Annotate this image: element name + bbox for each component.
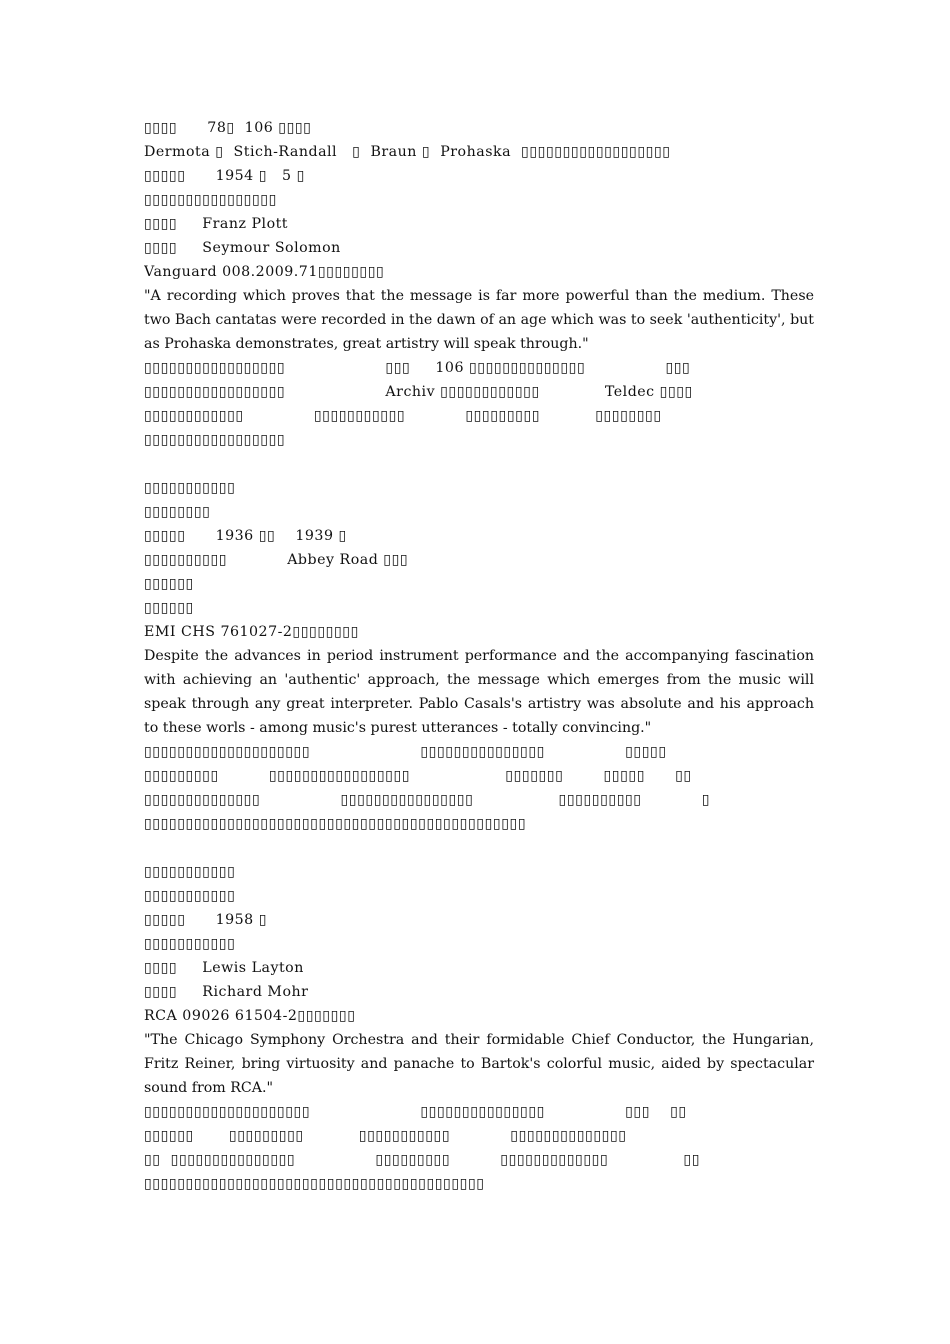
engineer-line: ▯▯▯▯ Franz Plott: [144, 216, 289, 232]
engineer-line: ▯▯▯▯▯▯: [144, 576, 194, 592]
work-title-line: ▯▯▯▯▯▯▯▯▯▯▯: [144, 864, 236, 880]
english-quote: "The Chicago Symphony Orchestra and their formidable Chief Conductor, the Hungarian, Fritz Reiner, bring virtuosity and panache to Bartok's colorful music, aided by spectacular sound from RCA.": [144, 1032, 814, 1096]
review-line: ▯▯▯▯▯▯▯▯▯▯▯▯▯▯▯▯▯ Archiv ▯▯▯▯▯▯▯▯▯▯▯▯ Teldec ▯▯▯▯: [144, 384, 693, 400]
english-quote: Despite the advances in period instrument performance and the accompanying fascination with achieving an 'authentic' approach, the message which emerges from the music will speak through any great interpreter. Pablo Casals's artistry was absolute and his approach to these worls - among music's purest utterances - totally convincing.": [144, 648, 814, 736]
work-title-line: ▯▯▯▯ 78▯ 106 ▯▯▯▯: [144, 120, 312, 136]
review-line: ▯▯▯▯▯▯▯▯▯▯▯▯▯▯▯▯▯: [144, 432, 286, 448]
english-quote: "A recording which proves that the message is far more powerful than the medium. These two Bach cantatas were recorded in the dawn of an age which was to seek 'authenticity', but as Prohaska demonstrates, great artistry will speak through.": [144, 288, 814, 352]
review-line: ▯▯▯▯▯▯▯▯▯▯▯▯▯▯▯▯▯▯▯▯▯▯▯▯▯▯▯▯▯▯▯▯▯▯▯▯▯▯▯▯▯: [144, 1176, 485, 1192]
paragraph-spacer: [144, 452, 814, 476]
producer-line: ▯▯▯▯ Richard Mohr: [144, 984, 309, 1000]
review-line: ▯▯▯▯▯▯▯▯▯ ▯▯▯▯▯▯▯▯▯▯▯▯▯▯▯▯▯ ▯▯▯▯▯▯▯ ▯▯▯▯▯ ▯▯: [144, 768, 692, 784]
review-line: ▯▯▯▯▯▯▯▯▯▯▯▯▯▯▯▯▯▯▯▯ ▯▯▯▯▯▯▯▯▯▯▯▯▯▯▯ ▯▯▯▯▯: [144, 744, 667, 760]
catalog-line: Vanguard 008.2009.71▯▯▯▯▯▯▯▯: [144, 264, 385, 280]
review-line: ▯▯ ▯▯▯▯▯▯▯▯▯▯▯▯▯▯▯ ▯▯▯▯▯▯▯▯▯ ▯▯▯▯▯▯▯▯▯▯▯▯▯ ▯▯: [144, 1152, 701, 1168]
review-line: ▯▯▯▯▯▯ ▯▯▯▯▯▯▯▯▯ ▯▯▯▯▯▯▯▯▯▯▯ ▯▯▯▯▯▯▯▯▯▯▯▯▯▯: [144, 1128, 627, 1144]
recording-date-line: ▯▯▯▯▯ 1936 ▯▯ 1939 ▯: [144, 528, 347, 544]
performers-line: ▯▯▯▯▯▯▯▯▯▯▯: [144, 888, 236, 904]
review-line: ▯▯▯▯▯▯▯▯▯▯▯▯▯▯▯▯▯▯▯▯ ▯▯▯▯▯▯▯▯▯▯▯▯▯▯▯ ▯▯▯ ▯▯: [144, 1104, 687, 1120]
recording-date-line: ▯▯▯▯▯ 1958 ▯: [144, 912, 268, 928]
paragraph-spacer: [144, 836, 814, 860]
album-entry-2: [144, 476, 814, 836]
review-line: ▯▯▯▯▯▯▯▯▯▯▯▯ ▯▯▯▯▯▯▯▯▯▯▯ ▯▯▯▯▯▯▯▯▯ ▯▯▯▯▯▯▯▯: [144, 408, 662, 424]
album-entry-1: [144, 116, 814, 452]
review-line: ▯▯▯▯▯▯▯▯▯▯▯▯▯▯▯▯▯▯▯▯▯▯▯▯▯▯▯▯▯▯▯▯▯▯▯▯▯▯▯▯▯▯▯▯▯▯: [144, 816, 527, 832]
work-title-line: ▯▯▯▯▯▯▯▯▯▯▯: [144, 480, 236, 496]
document-page: [144, 116, 814, 1196]
venue-line: ▯▯▯▯▯▯▯▯▯▯▯: [144, 936, 236, 952]
catalog-line: RCA 09026 61504-2▯▯▯▯▯▯▯: [144, 1008, 356, 1024]
review-line: ▯▯▯▯▯▯▯▯▯▯▯▯▯▯▯▯▯ ▯▯▯ 106 ▯▯▯▯▯▯▯▯▯▯▯▯▯▯ ▯▯▯: [144, 360, 691, 376]
recording-date-line: ▯▯▯▯▯ 1954 ▯ 5 ▯: [144, 168, 305, 184]
album-entry-3: [144, 860, 814, 1196]
performers-line: Dermota ▯ Stich-Randall ▯ Braun ▯ Prohaska ▯▯▯▯▯▯▯▯▯▯▯▯▯▯▯▯▯▯: [144, 144, 671, 160]
producer-line: ▯▯▯▯▯▯: [144, 600, 194, 616]
engineer-line: ▯▯▯▯ Lewis Layton: [144, 960, 304, 976]
performers-line: ▯▯▯▯▯▯▯▯: [144, 504, 211, 520]
venue-line: ▯▯▯▯▯▯▯▯▯▯▯▯▯▯▯▯: [144, 192, 277, 208]
venue-line: ▯▯▯▯▯▯▯▯▯▯ Abbey Road ▯▯▯: [144, 552, 409, 568]
producer-line: ▯▯▯▯ Seymour Solomon: [144, 240, 341, 256]
review-line: ▯▯▯▯▯▯▯▯▯▯▯▯▯▯ ▯▯▯▯▯▯▯▯▯▯▯▯▯▯▯▯ ▯▯▯▯▯▯▯▯▯▯ ▯: [144, 792, 711, 808]
catalog-line: EMI CHS 761027-2▯▯▯▯▯▯▯▯: [144, 624, 359, 640]
